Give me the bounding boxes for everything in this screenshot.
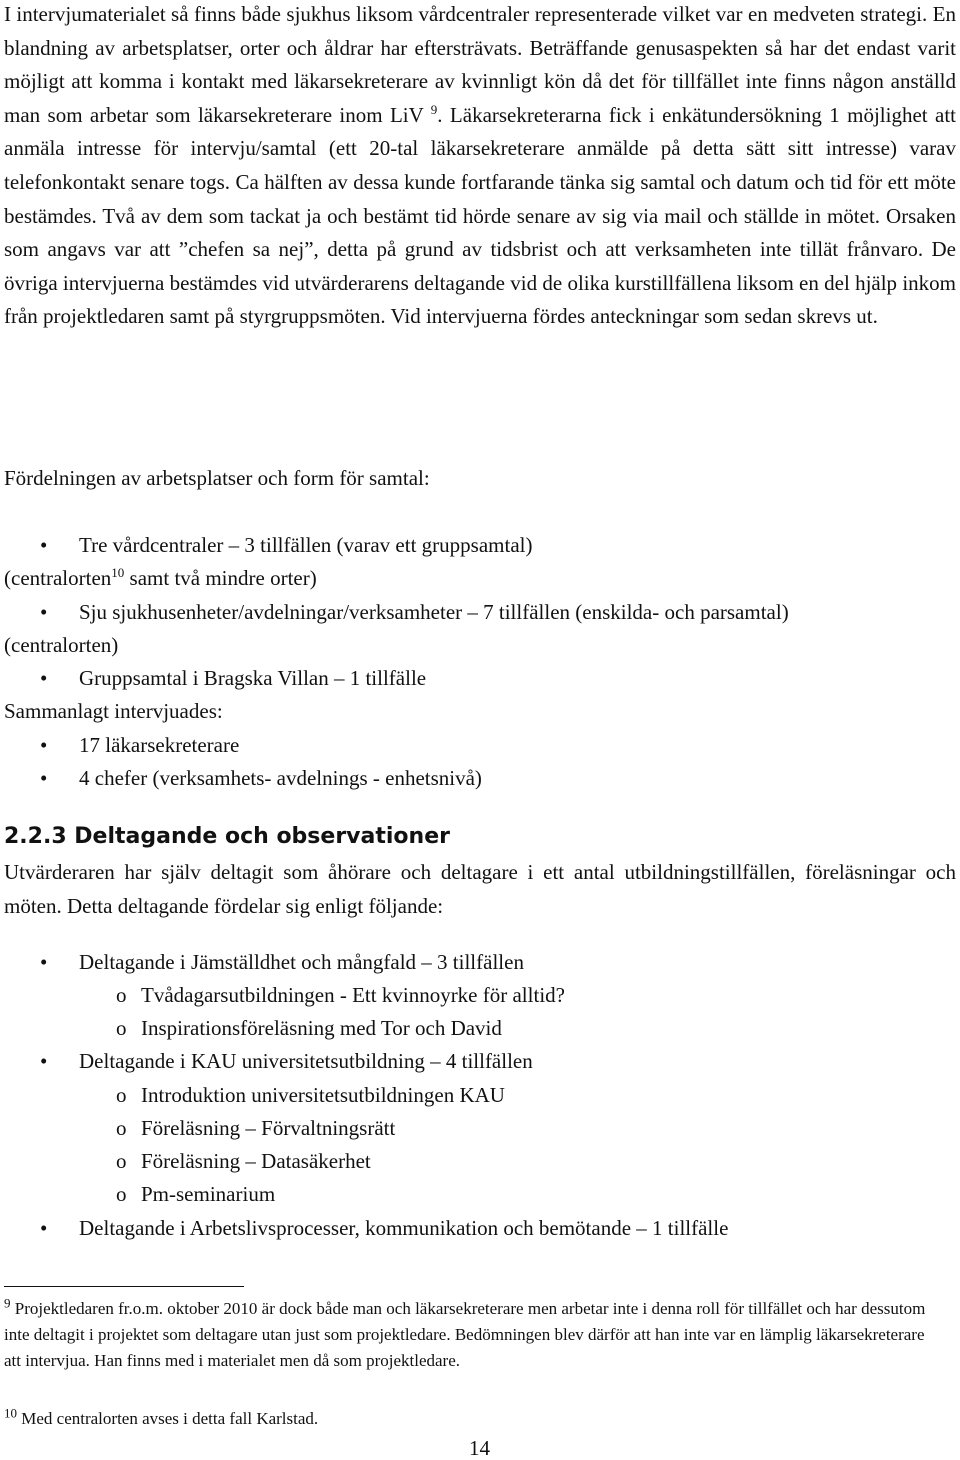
bullet-marker: • (40, 666, 48, 690)
section-heading: 2.2.3 Deltagande och observationer (4, 824, 450, 849)
footnote-10 (4, 1406, 944, 1432)
intro-paragraph (4, 0, 956, 334)
sub-bullet-marker: o (116, 1116, 127, 1140)
list-item: 17 läkarsekreterare (79, 733, 240, 757)
list-item-continuation (4, 564, 317, 592)
footnote-reference[interactable]: 10 (111, 565, 125, 580)
list-item: Sju sjukhusenheter/avdelningar/verksamheter – 7 tillfällen (enskilda- och parsamtal) (79, 600, 789, 624)
sub-list-item: Pm-seminarium (141, 1182, 276, 1206)
bullet-marker: • (40, 950, 48, 974)
footnote-9 (4, 1296, 944, 1374)
footnote-number: 10 (4, 1405, 17, 1421)
sub-bullet-marker: o (116, 1083, 127, 1107)
bullet-marker: • (40, 766, 48, 790)
sub-list-item: Inspirationsföreläsning med Tor och David (141, 1016, 502, 1040)
sub-list-item: Föreläsning – Datasäkerhet (141, 1149, 371, 1173)
paragraph-text: . Läkarsekreterarna fick i enkätundersökning 1 möjlighet att anmäla intresse för intervju/samtal (ett 20-tal läkarsekreterare anmälde på detta sätt sitt intresse) varav telefonkontakt senare togs. Ca hälften av dessa kunde fortfarande tänka sig samtal och datum och tid för ett möte bestämdes. Två av dem som tackat ja och bestämt tid hörde senare av sig via mail och ställde in mötet. Orsaken som angavs var att ”chefen sa nej”, detta på grund av tidsbrist och att verksamheten inte tillät frånvaro. De övriga intervjuerna bestämdes vid utvärderarens deltagande vid de olika kurstillfällena liksom en del hjälp inkom från projektledaren samt på styrgruppsmöten. Vid intervjuerna fördes anteckningar som sedan skrevs ut. (4, 102, 957, 329)
sub-bullet-marker: o (116, 1182, 127, 1206)
bullet-marker: • (40, 600, 48, 624)
list-item: Deltagande i KAU universitetsutbildning – 4 tillfällen (79, 1049, 533, 1073)
footnote-number: 9 (4, 1295, 11, 1311)
list-item-continuation: (centralorten) (4, 633, 119, 657)
section-paragraph: Utvärderaren har själv deltagit som åhörare och deltagare i ett antal utbildningstillfällen, föreläsningar och möten. Detta deltagande fördelar sig enligt följande: (4, 860, 956, 918)
sub-list-item: Tvådagarsutbildningen - Ett kvinnoyrke för alltid? (141, 983, 565, 1007)
distribution-intro: Fördelningen av arbetsplatser och form för samtal: (4, 466, 430, 490)
list-item: Deltagande i Arbetslivsprocesser, kommunikation och bemötande – 1 tillfälle (79, 1216, 729, 1240)
footnote-reference[interactable]: 9 (430, 101, 438, 117)
sub-bullet-marker: o (116, 983, 127, 1007)
sub-list-item: Introduktion universitetsutbildningen KAU (141, 1083, 505, 1107)
list-item: 4 chefer (verksamhets- avdelnings - enhetsnivå) (79, 766, 482, 790)
bullet-marker: • (40, 533, 48, 557)
sub-bullet-marker: o (116, 1149, 127, 1173)
total-label: Sammanlagt intervjuades: (4, 699, 223, 723)
paragraph-text: I intervjumaterialet så finns både sjukhus liksom vårdcentraler representerade vilket var en medveten strategi. En blandning av arbetsplatser, orter och åldrar har eftersträvats. Beträffande genusaspekten så har det endast varit möjligt att komma i kontakt med läkarsekreterare av kvinnligt kön då det för tillfället inte finns någon anställd man som arbetar som läkarsekreterare inom LiV (4, 2, 956, 127)
sub-list-item: Föreläsning – Förvaltningsrätt (141, 1116, 396, 1140)
footnote-text: Projektledaren fr.o.m. oktober 2010 är dock både man och läkarsekreterare men arbetar inte i denna roll för tillfället och har dessutom inte deltagit i projektet som deltagare utan just som projektledare. Bedömningen blev därför att han inte var en lämplig läkarsekreterare att intervjua. Han finns med i materialet men då som projektledare. (4, 1299, 926, 1370)
list-item: Tre vårdcentraler – 3 tillfällen (varav ett gruppsamtal) (79, 533, 533, 557)
list-item: Gruppsamtal i Bragska Villan – 1 tillfälle (79, 666, 427, 690)
footnote-text: Med centralorten avses i detta fall Karlstad. (17, 1409, 319, 1428)
bullet-marker: • (40, 733, 48, 757)
bullet-marker: • (40, 1216, 48, 1240)
footnote-separator (4, 1286, 244, 1287)
list-item-text: (centralorten (4, 566, 112, 590)
sub-bullet-marker: o (116, 1016, 127, 1040)
bullet-marker: • (40, 1049, 48, 1073)
list-item: Deltagande i Jämställdhet och mångfald – 3 tillfällen (79, 950, 524, 974)
list-item-text: samt två mindre orter) (124, 566, 317, 590)
page-number: 14 (469, 1436, 490, 1460)
